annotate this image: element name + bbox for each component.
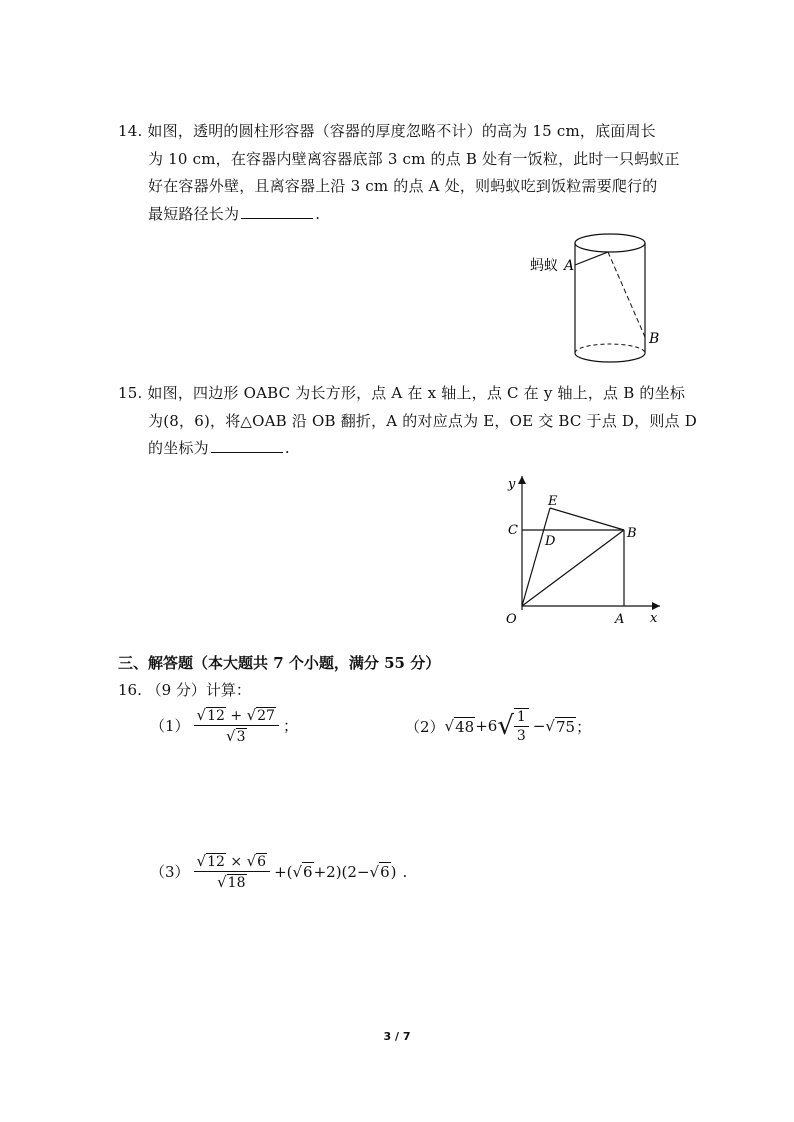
q16-p2-label: （2） — [405, 717, 445, 736]
q14-line-4 — [118, 201, 688, 229]
sqrt-symbol: √ — [217, 873, 227, 891]
q16-p3-numerator — [194, 852, 271, 872]
point-b-label: B — [649, 331, 660, 347]
q16-p3-open: +( — [274, 862, 293, 881]
q15-line-1: 15. 如图，四边形 OABC 为长方形，点 A 在 x 轴上，点 C 在 y 轴上，点 B 的坐标 — [118, 384, 686, 402]
question-14 — [118, 118, 688, 228]
q16-p3-fraction — [194, 852, 271, 891]
coordinate-figure — [490, 470, 670, 630]
q16-p3-rad-a: 12 — [207, 854, 225, 870]
page-number: 3 / 7 — [383, 1030, 411, 1043]
point-b-label-15: B — [627, 526, 637, 541]
q16-p2-rad-a: 48 — [455, 717, 475, 736]
segment-eb — [550, 508, 624, 530]
sqrt-symbol: √ — [497, 711, 514, 741]
answer-blank-15[interactable] — [211, 437, 283, 453]
q16-p3-close: ) — [390, 862, 397, 881]
q16-p3-rad-c: 6 — [303, 863, 313, 881]
q16-p3-label: （3） — [150, 863, 190, 881]
y-axis-arrow — [518, 476, 526, 484]
q16-p2-frac-num: 1 — [514, 709, 529, 727]
sqrt-symbol: √ — [246, 706, 257, 724]
q16-p1-end: ； — [282, 717, 298, 735]
q16-p2-rad-b: 75 — [555, 717, 576, 736]
cylinder-figure — [520, 225, 660, 375]
sqrt-symbol: √ — [226, 727, 236, 745]
q16-p3-denominator — [217, 872, 246, 891]
sqrt-symbol: √ — [196, 706, 207, 724]
cylinder-top-ellipse — [575, 234, 645, 252]
x-axis-label: x — [650, 611, 658, 626]
q16-p3-end: . — [402, 862, 408, 881]
q16-p3-rad-den: 18 — [227, 875, 246, 891]
y-axis-label: y — [508, 477, 516, 492]
x-axis-arrow — [652, 602, 660, 610]
point-a-label-15: A — [615, 612, 625, 627]
segment-ob — [522, 530, 624, 606]
q16-p2-end: ； — [576, 717, 592, 736]
q16-p2-minus: − — [532, 717, 546, 735]
point-o-label: O — [506, 612, 517, 627]
segment-oe — [522, 508, 550, 606]
q14-line-4-text: 最短路径长为 — [148, 204, 240, 223]
q16-p3-times: × — [230, 854, 243, 870]
q14-line-2: 为 10 cm，在容器内壁离容器底部 3 cm 的点 B 处有一饭粒，此时一只蚂蚁正 — [148, 149, 680, 168]
sqrt-symbol: √ — [292, 862, 303, 881]
ant-label: 蚂蚁 — [530, 258, 558, 274]
sqrt-symbol: √ — [545, 717, 555, 735]
q16-p1-rad-den: 3 — [236, 729, 246, 745]
q16-p1-numerator — [194, 706, 279, 726]
q16-p3-mid: +2)(2− — [313, 862, 370, 881]
point-e-label: E — [548, 494, 558, 509]
q15-line-3-text: 的坐标为 — [148, 439, 209, 457]
cylinder-bottom-back — [575, 344, 645, 353]
cylinder-bottom-front — [575, 353, 645, 362]
sqrt-symbol: √ — [196, 852, 207, 870]
q15-line-2: 为(8，6)，将△OAB 沿 OB 翻折，A 的对应点为 E，OE 交 BC 于点 D，则点 D — [148, 411, 697, 430]
q16-part-2 — [405, 708, 591, 744]
q16-p1-plus: + — [230, 708, 243, 724]
q16-p1-rad-a: 12 — [207, 708, 225, 724]
section-3-title: 三、解答题（本大题共 7 个小题，满分 55 分） — [118, 654, 441, 672]
path-segment-dashed — [608, 252, 645, 337]
sqrt-symbol: √ — [246, 852, 257, 870]
q16-p1-label: （1） — [150, 717, 190, 735]
q16-p2-fraction — [514, 708, 529, 744]
question-15 — [118, 380, 697, 463]
q16-part-1 — [150, 706, 298, 745]
sqrt-symbol: √ — [369, 862, 380, 881]
q16-p2-frac-den: 3 — [516, 728, 526, 744]
answer-blank-14[interactable] — [241, 203, 313, 219]
q14-line-4-end: . — [315, 204, 321, 223]
q14-line-3: 好在容器外壁，且离容器上沿 3 cm 的点 A 处，则蚂蚁吃到饭粒需要爬行的 — [148, 177, 658, 195]
q14-line-1: 14. 如图，透明的圆柱形容器（容器的厚度忽略不计）的高为 15 cm，底面周长 — [118, 122, 656, 140]
q16-p3-rad-d: 6 — [380, 863, 390, 881]
point-a-label: A — [564, 258, 575, 274]
q16-p2-plus6: +6 — [475, 717, 498, 735]
q16-p1-denominator — [226, 726, 246, 745]
q16-p3-rad-b: 6 — [257, 854, 267, 870]
q16-part-3 — [150, 852, 407, 891]
path-segment-solid — [575, 252, 608, 265]
q16-p1-rad-b: 27 — [257, 708, 275, 724]
q16-p1-fraction — [194, 706, 279, 745]
q15-line-3-end: . — [284, 439, 290, 457]
point-d-label: D — [545, 534, 556, 549]
q16-title: 16. （9 分）计算： — [118, 681, 251, 699]
q15-line-3 — [118, 435, 688, 463]
sqrt-symbol: √ — [444, 717, 455, 735]
point-c-label: C — [508, 523, 518, 538]
